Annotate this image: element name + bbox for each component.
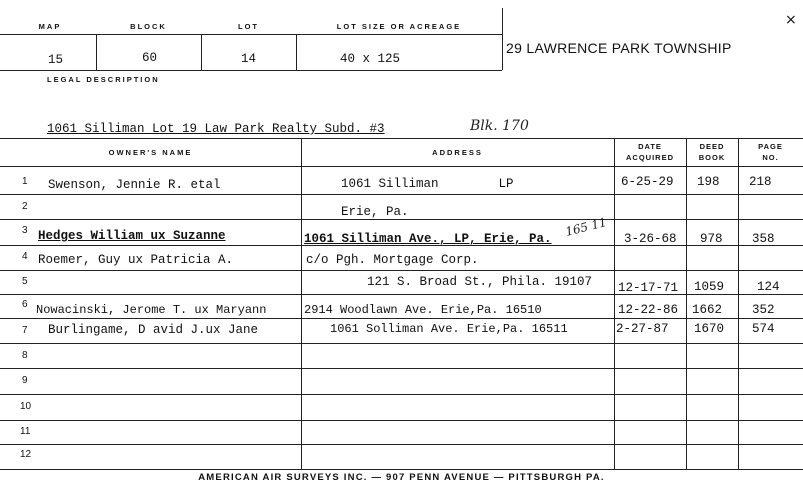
map-value: 15	[48, 53, 64, 67]
row-number: 11	[20, 426, 31, 437]
page-number: 574	[752, 322, 775, 336]
lot-size-label: LOT SIZE OR ACREAGE	[336, 22, 462, 31]
row-rule-8	[0, 368, 803, 369]
owner-address: Erie, Pa.	[341, 205, 409, 219]
header-divider-3	[296, 34, 297, 70]
header-bottom-rule	[0, 70, 502, 71]
date-acquired: 12-17-71	[618, 281, 679, 295]
row-rule-7	[0, 343, 803, 344]
row-number: 1	[22, 176, 28, 187]
owner-address: 1061 Solliman Ave. Erie,Pa. 16511	[330, 322, 568, 336]
row-rule-11	[0, 444, 803, 445]
owner-name: Swenson, Jennie R. etal	[48, 178, 221, 192]
row-number: 9	[22, 375, 28, 386]
page-column-header-line2: NO.	[762, 153, 779, 162]
row-number: 3	[22, 225, 28, 236]
row-rule-1	[0, 194, 803, 195]
deed-book: 1059	[694, 280, 725, 294]
deed-book: 1662	[692, 303, 723, 317]
row-number: 8	[22, 350, 28, 361]
date-acquired: 6-25-29	[621, 175, 674, 189]
corner-mark: ×	[785, 12, 797, 28]
row-number: 12	[20, 449, 32, 460]
owner-name: Burlingame, D avid J.ux Jane	[48, 323, 259, 337]
printer-footer: AMERICAN AIR SURVEYS INC. — 907 PENN AVENUE — PITTSBURGH PA.	[198, 472, 605, 483]
map-label: MAP	[38, 22, 62, 31]
deed-book: 978	[700, 232, 723, 246]
owner-address: 1061 Silliman Ave., LP, Erie, Pa.	[304, 232, 552, 246]
legal-description-note: Blk. 170	[470, 118, 529, 134]
lot-label: LOT	[238, 22, 259, 31]
row-rule-4	[0, 270, 803, 271]
deed-book: 198	[697, 175, 720, 189]
block-label: BLOCK	[130, 22, 167, 31]
table-bottom-rule	[0, 469, 803, 470]
row-rule-2	[0, 219, 803, 220]
owner-name: Hedges William ux Suzanne	[38, 229, 226, 243]
date-column-header-line2: ACQUIRED	[625, 153, 674, 162]
date-column-header-line1: DATE	[638, 142, 662, 151]
page-number: 218	[749, 175, 772, 189]
legal-description-text: 1061 Silliman Lot 19 Law Park Realty Subd. #3	[47, 122, 385, 136]
owner-address: c/o Pgh. Mortgage Corp.	[306, 253, 479, 267]
owner-column-header: OWNER'S NAME	[108, 148, 193, 157]
row-number: 6	[22, 299, 28, 310]
address-column-header: ADDRESS	[432, 148, 483, 157]
page-column-header-line1: PAGE	[758, 142, 783, 151]
row-rule-9	[0, 394, 803, 395]
row-number: 5	[22, 276, 28, 287]
deed-book: 1670	[694, 322, 725, 336]
page-number: 124	[757, 280, 780, 294]
table-header-rule	[0, 166, 803, 167]
page-number: 352	[752, 303, 775, 317]
owner-name: Nowacinski, Jerome T. ux Maryann	[36, 303, 267, 317]
lot-value: 14	[241, 52, 257, 66]
date-acquired: 12-22-86	[618, 303, 679, 317]
owner-address: 2914 Woodlawn Ave. Erie,Pa. 16510	[304, 303, 542, 317]
row-number: 2	[22, 201, 28, 212]
block-value: 60	[142, 51, 158, 65]
margin-note: 165 11	[563, 215, 609, 239]
header-divider-2	[201, 34, 202, 70]
page-number: 358	[752, 232, 775, 246]
legal-description-label: LEGAL DESCRIPTION	[47, 75, 160, 84]
row-rule-6	[0, 318, 803, 319]
township-name: 29 LAWRENCE PARK TOWNSHIP	[506, 40, 732, 56]
owner-name: Roemer, Guy ux Patricia A.	[38, 253, 234, 267]
table-top-rule	[0, 138, 803, 139]
owner-address: 121 S. Broad St., Phila. 19107	[367, 275, 593, 289]
row-rule-5	[0, 294, 803, 295]
lot-size-value: 40 x 125	[340, 52, 401, 66]
row-number: 10	[20, 401, 32, 412]
row-rule-10	[0, 420, 803, 421]
header-divider-1	[96, 34, 97, 70]
owner-address: 1061 Silliman LP	[341, 177, 514, 191]
deed-column-header-line1: DEED	[699, 142, 725, 151]
header-top-rule	[0, 34, 502, 35]
row-number: 7	[22, 325, 28, 336]
deed-column-header-line2: BOOK	[698, 153, 726, 162]
header-divider-4	[502, 8, 503, 70]
date-acquired: 3-26-68	[624, 232, 677, 246]
row-number: 4	[22, 251, 28, 262]
date-acquired: 2-27-87	[616, 322, 669, 336]
